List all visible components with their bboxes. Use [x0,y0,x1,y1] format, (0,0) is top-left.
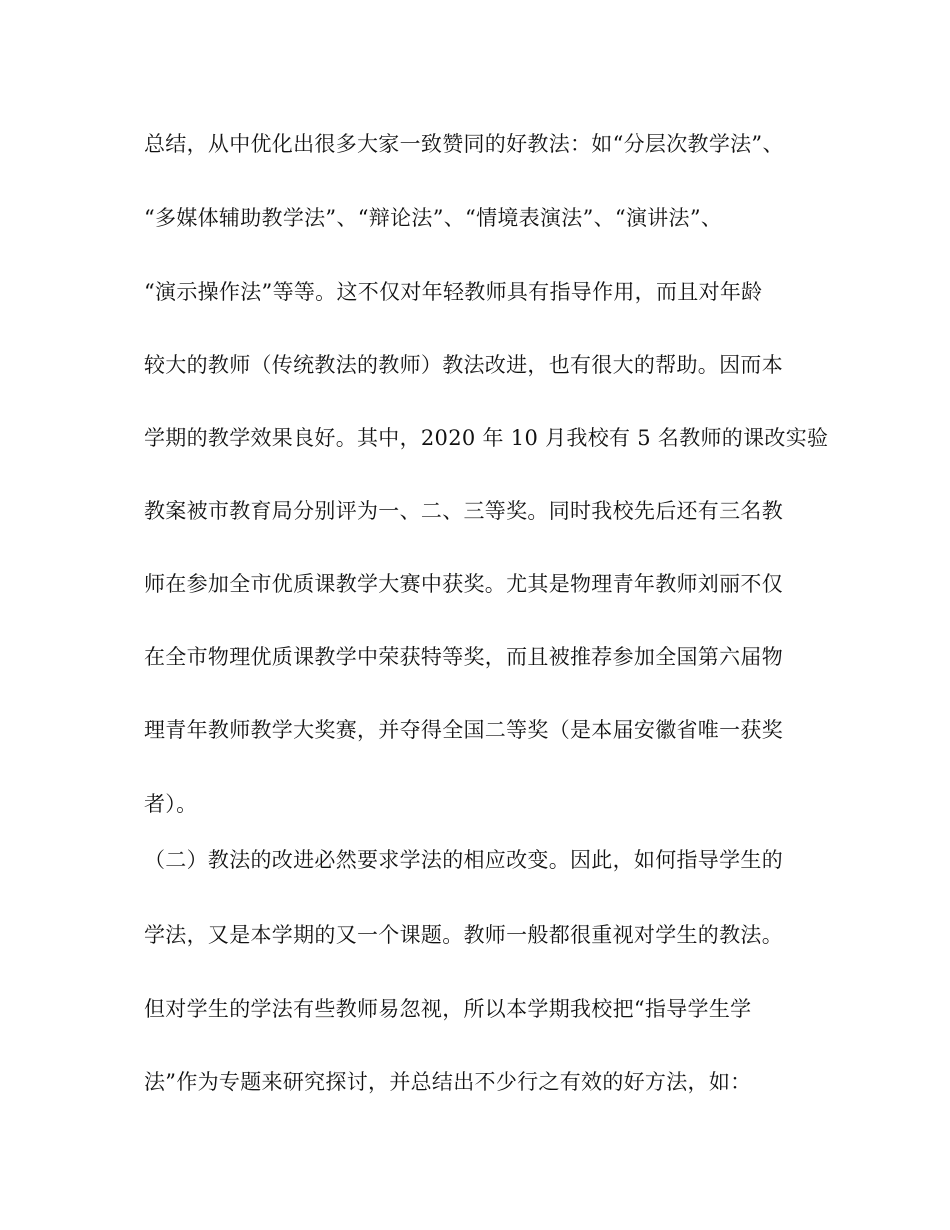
text-line: 学法，又是本学期的又一个课题。教师一般都很重视对学生的教法。 [144,923,783,947]
text-line: 但对学生的学法有些教师易忽视，所以本学期我校把“指导学生学 [144,997,752,1021]
text-line: 在全市物理优质课教学中荣获特等奖，而且被推荐参加全国第六届物 [144,645,783,669]
text-line: 师在参加全市优质课教学大赛中获奖。尤其是物理青年教师刘丽不仅 [144,572,783,596]
text-line: “演示操作法”等等。这不仅对年轻教师具有指导作用，而且对年龄 [144,280,763,304]
text-line: 理青年教师教学大奖赛，并夺得全国二等奖（是本届安徽省唯一获奖 [144,718,783,742]
text-line: 教案被市教育局分别评为一、二、三等奖。同时我校先后还有三名教 [144,499,783,523]
text-line: “多媒体辅助教学法”、“辩论法”、“情境表演法”、“演讲法”、 [144,206,723,230]
text-line: 者）。 [144,792,198,816]
text-line: 总结，从中优化出很多大家一致赞同的好教法：如“分层次教学法”、 [144,132,784,156]
text-line: 法”作为专题来研究探讨，并总结出不少行之有效的好方法，如： [144,1070,752,1094]
text-line: 学期的教学效果良好。其中，2020 年 10 月我校有 5 名教师的课改实验 [144,426,829,450]
text-line: （二）教法的改进必然要求学法的相应改变。因此，如何指导学生的 [144,848,783,872]
text-line: 较大的教师（传统教法的教师）教法改进，也有很大的帮助。因而本 [144,353,783,377]
